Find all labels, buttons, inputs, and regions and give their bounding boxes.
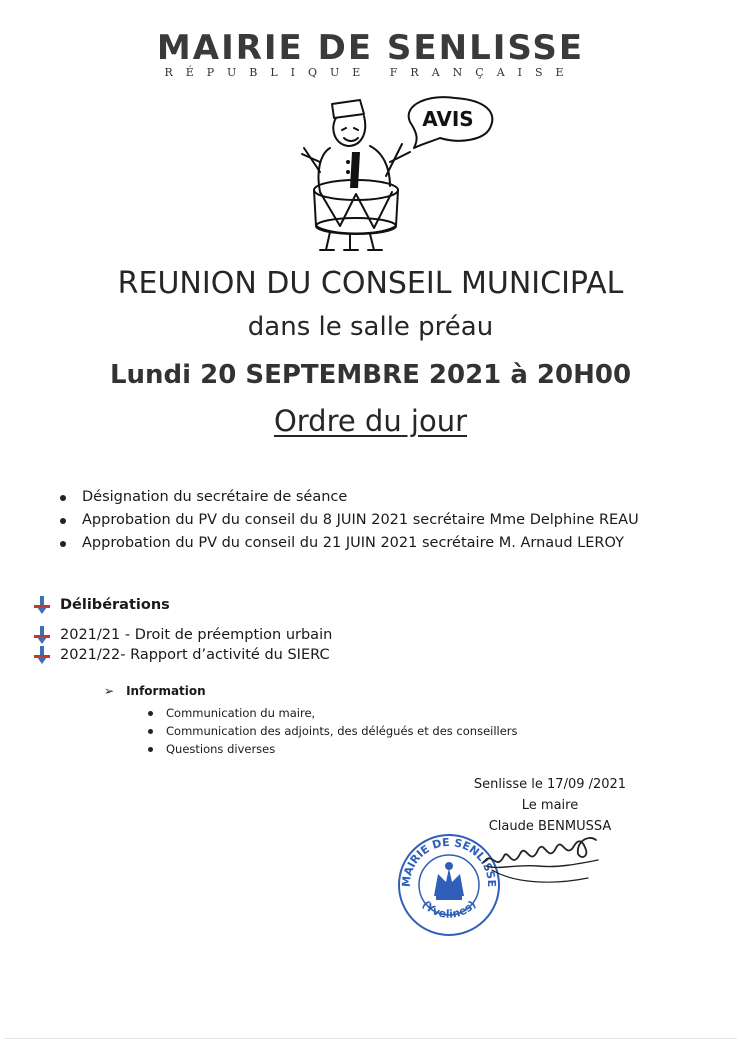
deliberations-heading (34, 594, 170, 616)
republique-subtitle: RÉPUBLIQUE FRANÇAISE (164, 66, 577, 79)
deliberation-item-text: 2021/21 - Droit de préemption urbain (60, 627, 333, 643)
agenda-item (60, 532, 639, 555)
svg-text:(Yvelines) (419, 898, 478, 921)
information-item-text: Communication du maire, (166, 706, 316, 720)
town-crier-drummer-illustration (290, 92, 505, 252)
down-arrow-icon (34, 646, 50, 664)
down-arrow-icon (34, 626, 50, 644)
meeting-title: REUNION DU CONSEIL MUNICIPAL (117, 266, 624, 301)
stamp-bottom-text: (Yvelines) (419, 898, 479, 921)
agenda-item (60, 509, 639, 532)
information-list (148, 704, 518, 758)
meeting-date: Lundi 20 SEPTEMBRE 2021 à 20H00 (109, 360, 632, 390)
deliberation-item (34, 624, 332, 646)
information-item (148, 740, 518, 758)
handwritten-signature (478, 820, 608, 910)
information-heading-text: Information (126, 684, 206, 698)
agenda-item-text: Approbation du PV du conseil du 21 JUIN 2021 secrétaire M. Arnaud LEROY (82, 535, 624, 551)
bullet-icon (60, 495, 66, 501)
deliberation-item-text: 2021/22- Rapport d’activité du SIERC (60, 647, 330, 663)
agenda-heading: Ordre du jour (273, 404, 468, 438)
bullet-icon (148, 729, 153, 734)
bullet-icon (60, 541, 66, 547)
stamp-top-text: MAIRIE DE SENLISSE (399, 835, 499, 888)
bullet-icon (148, 711, 153, 716)
mairie-title: MAIRIE DE SENLISSE (156, 28, 585, 68)
agenda-list (60, 486, 639, 555)
information-heading (104, 684, 206, 698)
signature-role: Le maire (521, 798, 579, 813)
chevron-right-icon: ➢ (104, 684, 115, 698)
information-item-text: Communication des adjoints, des délégués et des conseillers (166, 724, 518, 738)
agenda-item (60, 486, 639, 509)
information-item-text: Questions diverses (166, 742, 276, 756)
page-bottom-edge (4, 1038, 737, 1039)
agenda-item-text: Approbation du PV du conseil du 8 JUIN 2021 secrétaire Mme Delphine REAU (82, 512, 639, 528)
bullet-icon (148, 747, 153, 752)
deliberation-item (34, 644, 330, 666)
information-item (148, 722, 518, 740)
deliberations-heading-text: Délibérations (60, 597, 170, 613)
agenda-item-text: Désignation du secrétaire de séance (82, 489, 348, 505)
information-item (148, 704, 518, 722)
avis-bubble-text: AVIS (422, 107, 474, 131)
signature-place-date: Senlisse le 17/09 /2021 (473, 777, 627, 792)
down-arrow-icon (34, 596, 50, 614)
signature-name: Claude BENMUSSA (488, 819, 612, 834)
bullet-icon (60, 518, 66, 524)
meeting-location: dans le salle préau (247, 312, 494, 342)
